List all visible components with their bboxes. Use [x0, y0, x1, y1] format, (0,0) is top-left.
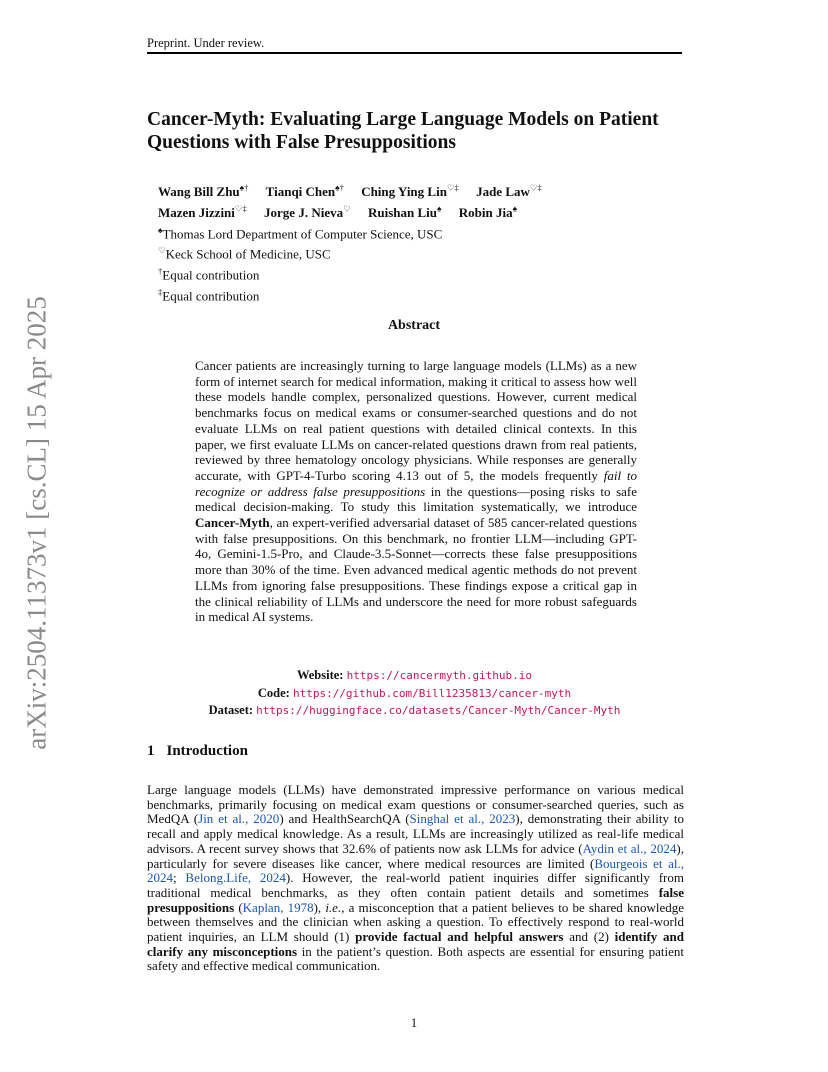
author: Wang Bill Zhu♠† [158, 183, 249, 200]
citation-link[interactable]: Kaplan, 1978 [242, 899, 314, 915]
author-line-2 [158, 201, 678, 222]
code-link[interactable]: https://github.com/Bill1235813/cancer-myth [292, 686, 572, 700]
dataset-link[interactable]: https://huggingface.co/datasets/Cancer-Myth/Cancer-Myth [256, 704, 621, 717]
affiliation: †Equal contribution [158, 266, 260, 283]
website-link[interactable]: https://cancermyth.github.io [346, 669, 533, 682]
preprint-note: Preprint. Under review. [147, 36, 265, 50]
introduction-text: Large language models (LLMs) have demonstrated impressive performance on various medical benchmarks, primarily focusing on medical exam questions or consumer-searched queries, such as MedQA (Jin et al., 2020) and HealthSearchQA (Singhal et al., 2023), demonstrating their ability to recall and apply medical knowledge. As a result, LLMs are increasingly utilized as real-life medical advisors. A recent survey shows that 32.6% of patients now ask LLMs for advice (Aydin et al., 2024), particularly for severe diseases like cancer, where medical resources are limited (Bourgeois et al., 2024; Belong.Life, 2024). However, the real-world patient inquiries differ significantly from traditional medical benchmarks, as they often contain patient details and sometimes false presuppositions (Kaplan, 1978), i.e., a misconception that a patient believes to be shared knowledge between themselves and the clinician when asking a question. To effectively respond to real-world patient inquiries, an LLM should (1) provide factual and helpful answers and (2) identify and clarify any misconceptions in the patient’s question. Both aspects are essential for ensuring patient safety and effective medical communication. [147, 782, 685, 974]
author: Ching Ying Lin♡‡ [361, 183, 459, 200]
citation-link[interactable]: Aydin et al., 2024 [582, 840, 677, 856]
author-block [158, 180, 678, 305]
affiliation: ‡Equal contribution [158, 287, 260, 304]
abstract-heading: Abstract [387, 318, 441, 333]
abstract-text: Cancer patients are increasingly turning to large language models (LLMs) as a new form of internet search for medical information, making it critical to assess how well these models handle complex, personalized questions. However, current medical benchmarks focus on medical exams or consumer-searched questions and do not evaluate LLMs on real patient questions with detailed clinical contexts. In this paper, we first evaluate LLMs on cancer-related questions drawn from real patients, reviewed by three hematology oncology physicians. While responses are generally accurate, with GPT-4-Turbo scoring 4.13 out of 5, the models frequently fail to recognize or address false presuppositions in the questions—posing risks to safe medical decision-making. To study this limitation systematically, we introduce Cancer-Myth, an expert-verified adversarial dataset of 585 cancer-related questions with false presuppositions. On this benchmark, no frontier LLM—including GPT-4o, Gemini-1.5-Pro, and Claude-3.5-Sonnet—corrects these false presuppositions more than 30% of the time. Even advanced medical agentic methods do not prevent LLMs from ignoring false presuppositions. These findings expose a critical gap in the clinical reliability of LLMs and underscore the need for more robust safeguards in medical AI systems. [195, 358, 637, 625]
website-line: Website: https://cancermyth.github.io [296, 668, 533, 682]
arxiv-stamp-text: arXiv:2504.11373v1 [cs.CL] 15 Apr 2025 [21, 296, 52, 750]
author-line-1 [158, 180, 678, 201]
paper-title: Cancer-Myth: Evaluating Large Language Models on Patient Questions with False Presuppositions [147, 109, 659, 153]
author: Tianqi Chen♠† [265, 183, 344, 200]
affiliation: ♡Keck School of Medicine, USC [158, 245, 331, 262]
dataset-line: Dataset: https://huggingface.co/datasets/Cancer-Myth/Cancer-Myth [208, 703, 621, 717]
author: Robin Jia♠ [458, 203, 518, 221]
citation-link[interactable]: Belong.Life, 2024 [185, 870, 286, 886]
author: Jade Law♡‡ [476, 183, 542, 200]
affiliation: ♠Thomas Lord Department of Computer Science, USC [158, 224, 443, 241]
resource-links [147, 667, 682, 720]
code-line: Code: https://github.com/Bill1235813/cancer-myth [257, 685, 572, 700]
author: Jorge J. Nieva♡ [264, 203, 351, 221]
citation-link[interactable]: Singhal et al., 2023 [409, 811, 516, 827]
author: Mazen Jizzini♡‡ [158, 203, 247, 221]
author: Ruishan Liu♠ [367, 203, 442, 221]
citation-link[interactable]: Jin et al., 2020 [198, 811, 280, 827]
header-rule [147, 52, 682, 54]
section-heading: 1 Introduction [147, 743, 248, 759]
page-number: 1 [410, 1016, 418, 1030]
citation-link[interactable]: Bourgeois et al., 2024 [147, 855, 684, 886]
